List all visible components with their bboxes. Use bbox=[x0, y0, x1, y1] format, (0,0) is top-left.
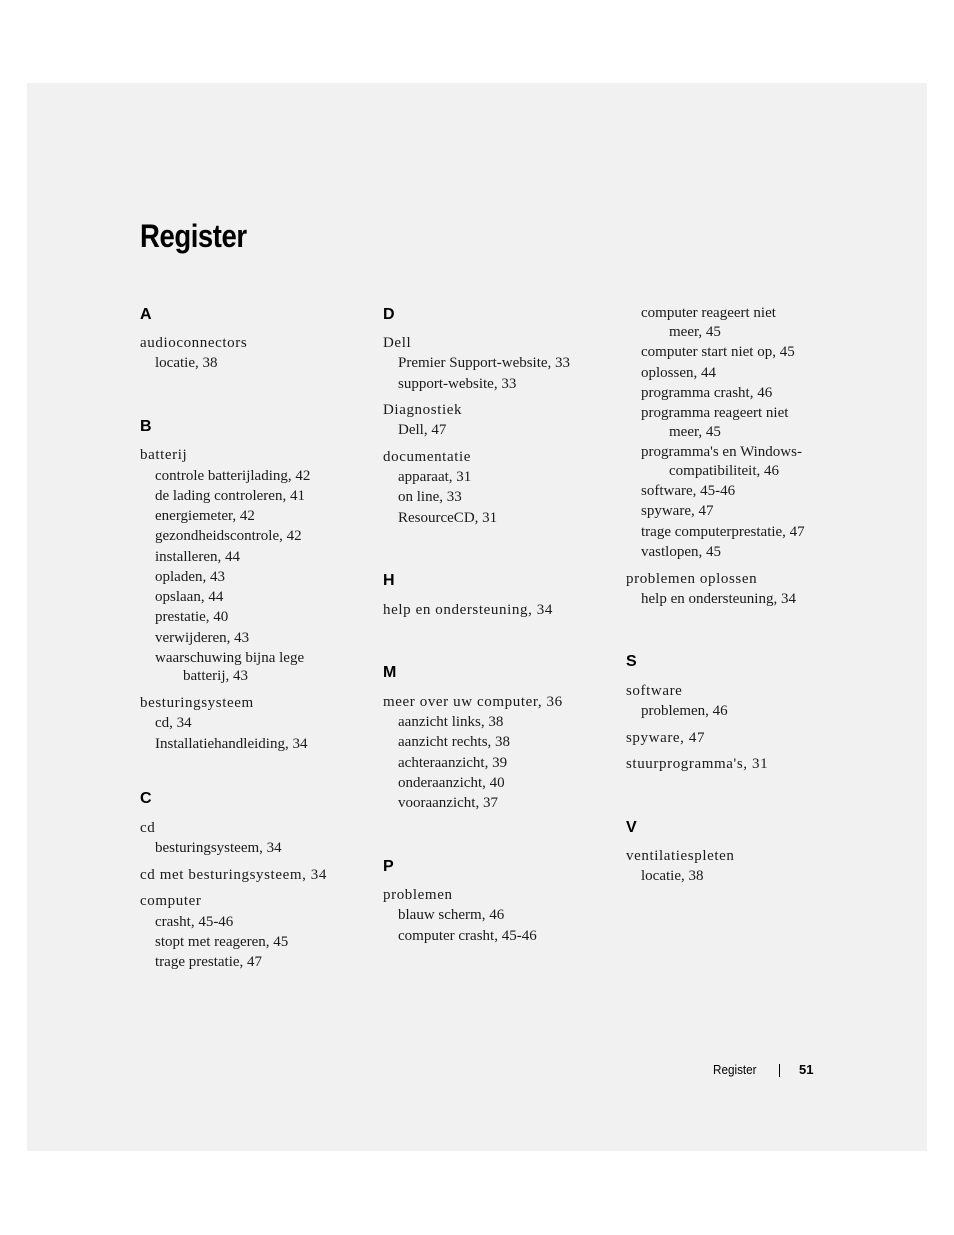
index-subentry: on line, 33 bbox=[398, 489, 462, 505]
index-subentry: verwijderen, 43 bbox=[155, 630, 250, 646]
index-continuation: batterij, 43 bbox=[183, 668, 248, 684]
index-subentry: cd, 34 bbox=[155, 715, 192, 731]
index-letter-h: H bbox=[383, 572, 395, 589]
page-number: 51 bbox=[799, 1062, 814, 1077]
index-subentry: ResourceCD, 31 bbox=[398, 510, 498, 526]
footer-divider bbox=[779, 1064, 780, 1077]
index-subentry: support-website, 33 bbox=[398, 376, 517, 392]
index-subentry: computer reageert niet bbox=[641, 305, 776, 321]
index-subentry: Dell, 47 bbox=[398, 422, 447, 438]
index-subentry: crasht, 45-46 bbox=[155, 914, 234, 930]
index-entry: batterij bbox=[140, 447, 188, 463]
index-subentry: vastlopen, 45 bbox=[641, 544, 721, 560]
index-subentry: besturingsysteem, 34 bbox=[155, 840, 282, 856]
index-letter-s: S bbox=[626, 653, 637, 670]
index-subentry: gezondheidscontrole, 42 bbox=[155, 528, 302, 544]
index-subentry: computer start niet op, 45 bbox=[641, 344, 795, 360]
page-footer bbox=[713, 1060, 814, 1080]
index-subentry: energiemeter, 42 bbox=[155, 508, 255, 524]
index-subentry: trage computerprestatie, 47 bbox=[641, 524, 805, 540]
index-subentry: opslaan, 44 bbox=[155, 589, 224, 605]
index-subentry: waarschuwing bijna lege bbox=[155, 650, 305, 666]
index-entry: besturingsysteem bbox=[140, 695, 254, 711]
index-letter-d: D bbox=[383, 306, 395, 323]
index-entry: software bbox=[626, 683, 683, 699]
index-entry: problemen oplossen bbox=[626, 571, 758, 587]
index-subentry: help en ondersteuning, 34 bbox=[641, 591, 796, 607]
index-entry: ventilatiespleten bbox=[626, 848, 735, 864]
index-subentry: programma's en Windows- bbox=[641, 444, 802, 460]
index-subentry: achteraanzicht, 39 bbox=[398, 755, 508, 771]
index-continuation: meer, 45 bbox=[669, 324, 721, 340]
index-subentry: de lading controleren, 41 bbox=[155, 488, 305, 504]
index-entry: problemen bbox=[383, 887, 453, 903]
index-continuation: compatibiliteit, 46 bbox=[669, 463, 779, 479]
index-letter-b: B bbox=[140, 418, 152, 435]
index-letter-c: C bbox=[140, 790, 152, 807]
index-subentry: blauw scherm, 46 bbox=[398, 907, 505, 923]
index-continuation: meer, 45 bbox=[669, 424, 721, 440]
index-entry: cd bbox=[140, 820, 156, 836]
index-letter-p: P bbox=[383, 858, 394, 875]
index-entry: help en ondersteuning, 34 bbox=[383, 602, 553, 618]
index-entry: spyware, 47 bbox=[626, 730, 706, 746]
index-subentry: computer crasht, 45-46 bbox=[398, 928, 537, 944]
index-letter-a: A bbox=[140, 306, 152, 323]
index-entry: meer over uw computer, 36 bbox=[383, 694, 563, 710]
index-subentry: Installatiehandleiding, 34 bbox=[155, 736, 308, 752]
index-subentry: aanzicht rechts, 38 bbox=[398, 734, 511, 750]
index-entry: computer bbox=[140, 893, 202, 909]
index-subentry: locatie, 38 bbox=[641, 868, 704, 884]
index-entry: stuurprogramma's, 31 bbox=[626, 756, 769, 772]
index-subentry: stopt met reageren, 45 bbox=[155, 934, 289, 950]
index-subentry: oplossen, 44 bbox=[641, 365, 716, 381]
index-subentry: programma reageert niet bbox=[641, 405, 789, 421]
index-subentry: controle batterijlading, 42 bbox=[155, 468, 311, 484]
page-title: Register bbox=[140, 218, 247, 254]
index-subentry: prestatie, 40 bbox=[155, 609, 229, 625]
index-entry: documentatie bbox=[383, 449, 472, 465]
index-subentry: apparaat, 31 bbox=[398, 469, 472, 485]
index-subentry: trage prestatie, 47 bbox=[155, 954, 263, 970]
index-letter-v: V bbox=[626, 819, 637, 836]
index-subentry: onderaanzicht, 40 bbox=[398, 775, 505, 791]
index-entry: Dell bbox=[383, 335, 412, 351]
index-subentry: spyware, 47 bbox=[641, 503, 714, 519]
index-subentry: Premier Support-website, 33 bbox=[398, 355, 571, 371]
index-subentry: software, 45-46 bbox=[641, 483, 736, 499]
index-subentry: locatie, 38 bbox=[155, 355, 218, 371]
index-entry: audioconnectors bbox=[140, 335, 248, 351]
index-subentry: aanzicht links, 38 bbox=[398, 714, 504, 730]
footer-section-label: Register bbox=[713, 1062, 757, 1077]
index-subentry: installeren, 44 bbox=[155, 549, 240, 565]
index-subentry: vooraanzicht, 37 bbox=[398, 795, 498, 811]
index-entry: Diagnostiek bbox=[383, 402, 463, 418]
index-subentry: problemen, 46 bbox=[641, 703, 728, 719]
index-subentry: opladen, 43 bbox=[155, 569, 225, 585]
index-subentry: programma crasht, 46 bbox=[641, 385, 773, 401]
index-entry: cd met besturingsysteem, 34 bbox=[140, 867, 328, 883]
index-letter-m: M bbox=[383, 664, 397, 681]
